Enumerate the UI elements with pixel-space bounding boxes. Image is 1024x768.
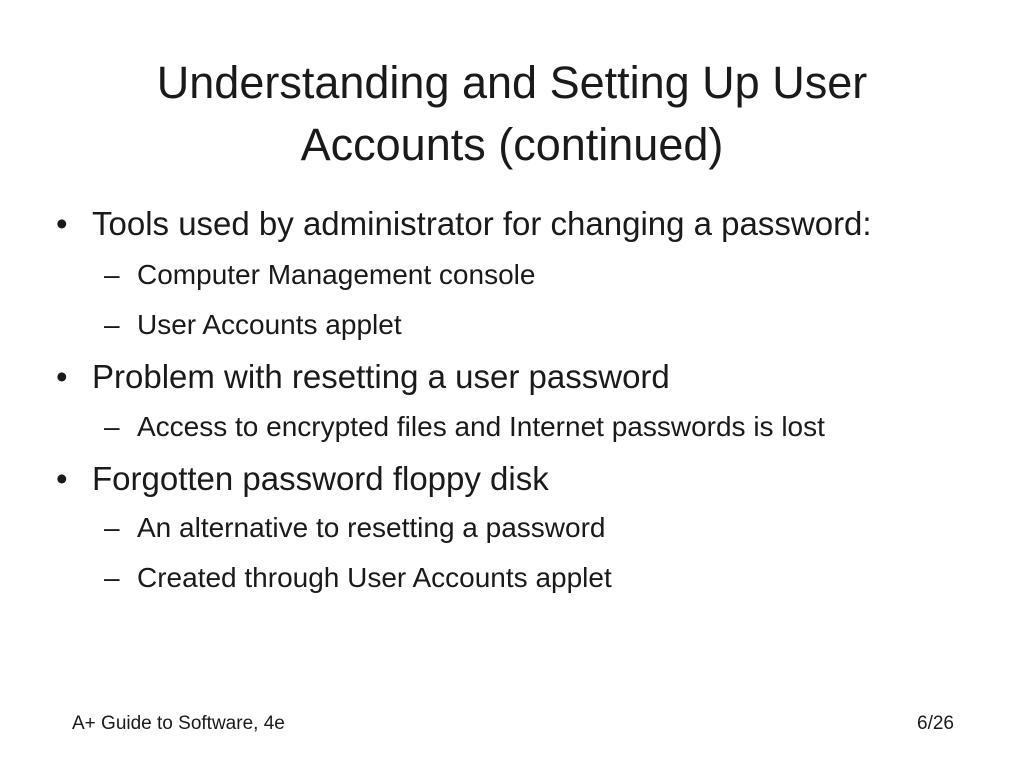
bullet-marker: • (56, 205, 68, 242)
sub-bullet-text: Access to encrypted files and Internet passwords is lost (137, 411, 825, 442)
bullet-item (56, 205, 872, 243)
bullet-marker: • (56, 460, 68, 497)
slide-number: 6/26 (917, 713, 954, 734)
sub-bullet-text: User Accounts applet (137, 309, 402, 340)
sub-bullet-marker: – (104, 259, 120, 290)
sub-bullet-text: An alternative to resetting a password (137, 512, 606, 543)
sub-bullet-item (104, 512, 606, 544)
sub-bullet-item (104, 562, 612, 594)
sub-bullet-text: Computer Management console (137, 259, 536, 290)
sub-bullet-text: Created through User Accounts applet (137, 562, 612, 593)
title-line-2: Accounts (continued) (300, 119, 724, 170)
bullet-item (56, 460, 549, 498)
bullet-marker: • (56, 358, 68, 395)
sub-bullet-marker: – (104, 309, 120, 340)
bullet-item (56, 358, 670, 396)
title-line-1: Understanding and Setting Up User (156, 57, 868, 108)
footer-source: A+ Guide to Software, 4e (72, 713, 285, 734)
sub-bullet-item (104, 411, 825, 443)
bullet-text: Problem with resetting a user password (92, 358, 670, 395)
bullet-text: Forgotten password floppy disk (92, 460, 549, 497)
bullet-text: Tools used by administrator for changing a password: (92, 205, 872, 242)
sub-bullet-marker: – (104, 411, 120, 442)
sub-bullet-marker: – (104, 512, 120, 543)
sub-bullet-item (104, 259, 536, 291)
sub-bullet-item (104, 309, 402, 341)
sub-bullet-marker: – (104, 562, 120, 593)
